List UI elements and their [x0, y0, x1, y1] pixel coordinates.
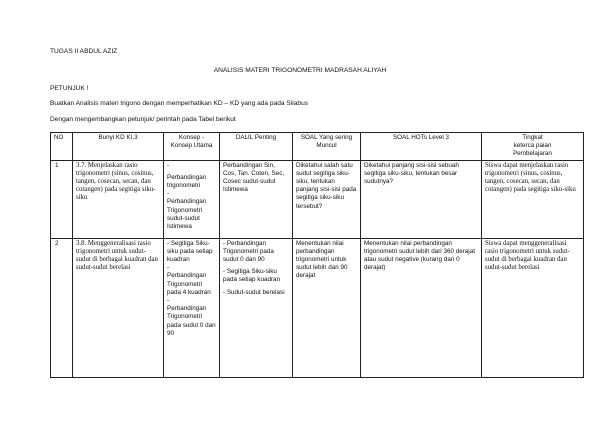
table-header-row — [51, 133, 584, 161]
cell-no: 1 — [51, 160, 73, 238]
cell-tingkat: Siswa dapat menggeneralisasi rasio trigonometri untuk sudut-sudut di berbagai kuadran dan sudut-sudut berelasi — [482, 238, 584, 377]
header-kd: Bunyi KD KI.3 — [73, 133, 164, 161]
cell-soal: Menentukan nilai perbandingan trigonometri untuk sudut lebih dari 90 derajat — [293, 238, 361, 377]
author-line: TUGAS II ABDUL AZIZ — [50, 48, 118, 55]
cell-tingkat: Siswa dapat menjelaskan rasio trigonometri (sinus, cosinus, tangen, cosecan, secan, dan cotangen) pada segitiga siku-siku — [482, 160, 584, 238]
header-no: NO — [51, 133, 73, 161]
table-row — [51, 238, 584, 377]
header-dalil: DALIL Penting — [220, 133, 293, 161]
cell-no: 2 — [51, 238, 73, 377]
document-title: ANALISIS MATERI TRIGONOMETRI MADRASAH ALIYAH — [213, 67, 387, 74]
cell-kd: 3.7. Menjelaskan rasio trigonometri (sinus, cosinus, tangen, cosecan, secan, dan cotangen) pada segitiga siku-siku — [73, 160, 164, 238]
header-konsep: Konsep - Konsep Utama — [164, 133, 220, 161]
cell-konsep: - Perbandingan trigonometri - Perbandingan Trigonometri sudut-sudut Istimewa — [164, 160, 220, 238]
cell-kd: 3.8. Menggeneralisasi rasio trigonometri untuk sudut-sudut di berbagai kuadran dan sudut-sudut berelasi — [73, 238, 164, 377]
cell-dalil: Perbandingan Sin, Cos, Tan. Coten, Sec, Cosec sudut-sudut Istimewa — [220, 160, 293, 238]
cell-hots: Diketahui panjang sisi-sisi sebuah segitiga siku-siku, tentukan besar sudutnya? — [361, 160, 482, 238]
analysis-table — [50, 132, 584, 378]
instruction-line-2: Dengan mengembangkan petunjuk/ perintah pada Tabel berikut — [50, 116, 236, 123]
petunjuk-heading: PETUNJUK ! — [50, 85, 89, 92]
cell-dalil: - Perbandingan Trigonometri pada sudut 0 dan 90 - Segitiga Siku-siku pada setiap kuadran - Sudut-sudut berelasi — [220, 238, 293, 377]
cell-konsep: - Segitiga Siku-siku pada setiap kuadran - Perbandingan Trigonometri pada 4 kuadran - Perbandingan Trigonometri pada sudut 0 dan 90 — [164, 238, 220, 377]
header-tingkat: Tingkat keterca paian Pembelajaran — [482, 133, 584, 161]
cell-soal: Diketahui salah satu sudut segitiga siku-siku, tentukan panjang sisi-sisi pada segitiga siku-siku tersebut? — [293, 160, 361, 238]
instruction-line-1: Buatkan Analisis materi trigono dengan memperhatikan KD – KD yang ada pada Silabus — [50, 100, 309, 107]
table-row — [51, 160, 584, 238]
header-soal: SOAL Yang sering Muncul — [293, 133, 361, 161]
header-hots: SOAL HOTs Level 3 — [361, 133, 482, 161]
cell-hots: Menentukan nilai perbandingan trigonometri sudut lebih dari 360 derajat atau sudut negative (kurang dari 0 derajat) — [361, 238, 482, 377]
